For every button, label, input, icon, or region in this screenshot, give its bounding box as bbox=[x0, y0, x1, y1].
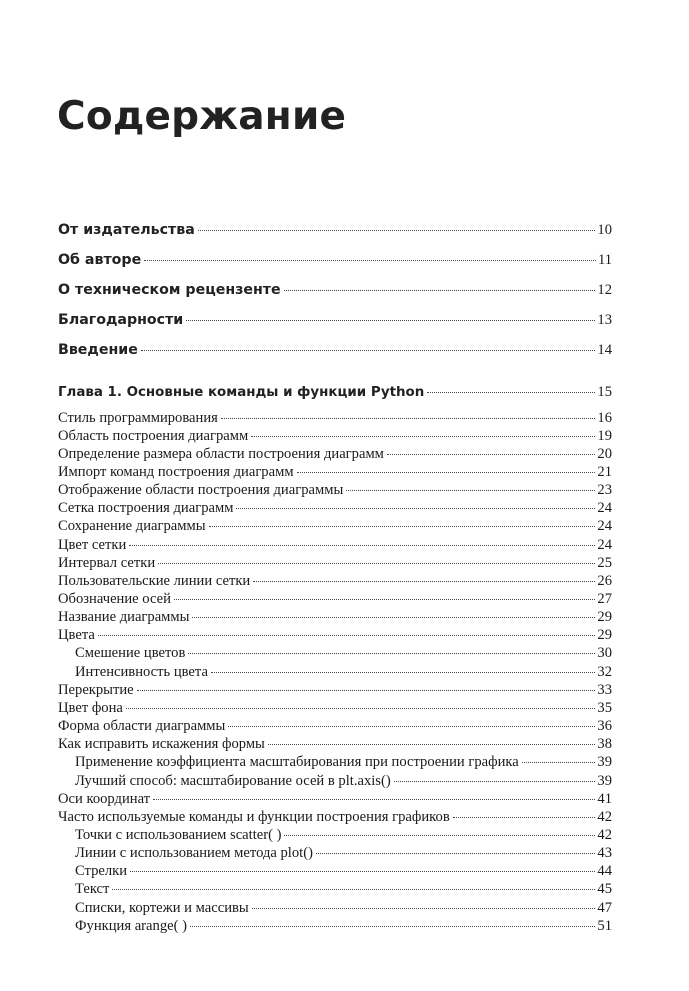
toc-page-number: 16 bbox=[597, 409, 612, 426]
dot-leader bbox=[129, 545, 595, 546]
toc-front-entry[interactable] bbox=[58, 282, 612, 299]
toc-section-entry[interactable] bbox=[58, 464, 612, 481]
toc-page-number: 39 bbox=[597, 772, 612, 789]
toc-entry-title: Благодарности bbox=[58, 312, 184, 328]
toc-entry-title: Линии с использованием метода plot() bbox=[75, 845, 313, 862]
dot-leader bbox=[284, 290, 596, 291]
toc-entry-title: Обозначение осей bbox=[58, 591, 171, 607]
toc-entry-title: Форма области диаграммы bbox=[58, 718, 226, 735]
page-title: Содержание bbox=[57, 94, 347, 139]
toc-front-entry[interactable] bbox=[58, 342, 612, 359]
toc-entry-title: Цвета bbox=[58, 627, 95, 644]
dot-leader bbox=[427, 392, 595, 393]
toc-section-entry[interactable] bbox=[58, 410, 612, 427]
dot-leader bbox=[112, 889, 595, 890]
toc-entry-title: От издательства bbox=[58, 222, 195, 238]
toc-page-number: 27 bbox=[597, 591, 612, 607]
dot-leader bbox=[190, 926, 595, 927]
toc-page-number: 30 bbox=[597, 645, 612, 662]
toc-subsection-entry[interactable] bbox=[58, 881, 612, 898]
toc-entry-title: Импорт команд построения диаграмм bbox=[58, 463, 294, 480]
toc-section-entry[interactable] bbox=[58, 809, 612, 826]
toc-entry-title: Функция arange( ) bbox=[75, 917, 187, 934]
toc-section-entry[interactable] bbox=[58, 682, 612, 699]
toc-entry-title: Лучший способ: масштабирование осей в plt.axis() bbox=[75, 772, 391, 789]
toc-entry-title: Интервал сетки bbox=[58, 554, 156, 571]
toc-entry-title: Об авторе bbox=[58, 252, 142, 268]
toc-page-number: 42 bbox=[597, 808, 612, 825]
toc-entry-title: Перекрытие bbox=[58, 681, 134, 698]
toc-section-entry[interactable] bbox=[58, 482, 612, 499]
toc-section-entry[interactable] bbox=[58, 700, 612, 717]
dot-leader bbox=[158, 563, 595, 564]
toc-page-number: 32 bbox=[597, 663, 612, 680]
toc-page-number: 44 bbox=[597, 863, 612, 880]
dot-leader bbox=[284, 835, 595, 836]
toc-page-number: 41 bbox=[597, 790, 612, 807]
toc-subsection-entry[interactable] bbox=[58, 827, 612, 844]
dot-leader bbox=[522, 762, 596, 763]
dot-leader bbox=[130, 871, 595, 872]
toc-entry-title: Сетка построения диаграмм bbox=[58, 500, 234, 517]
toc-page-number: 10 bbox=[597, 222, 612, 238]
dot-leader bbox=[394, 781, 596, 782]
dot-leader bbox=[141, 350, 596, 351]
toc-entry-title: Стиль программирования bbox=[58, 409, 218, 426]
dot-leader bbox=[209, 526, 596, 527]
toc-entry-title: Область построения диаграмм bbox=[58, 427, 249, 444]
toc-entry-title: Текст bbox=[75, 881, 110, 898]
toc-entry-title: Часто используемые команды и функции построения графиков bbox=[58, 808, 450, 825]
toc-entry-title: Название диаграммы bbox=[58, 609, 190, 626]
toc-front-entry[interactable] bbox=[58, 312, 612, 329]
toc-entry-title: Цвет фона bbox=[58, 699, 123, 716]
dot-leader bbox=[268, 744, 596, 745]
toc-subsection-entry[interactable] bbox=[58, 863, 612, 880]
dot-leader bbox=[236, 508, 595, 509]
toc-page-number: 29 bbox=[597, 609, 612, 626]
dot-leader bbox=[192, 617, 595, 618]
toc-page-number: 33 bbox=[597, 681, 612, 698]
toc-section-entry[interactable] bbox=[58, 518, 612, 535]
toc-page-number: 45 bbox=[597, 881, 612, 898]
toc-section-entry[interactable] bbox=[58, 537, 612, 554]
toc-entry-title: Как исправить искажения формы bbox=[58, 736, 265, 753]
toc-section-entry[interactable] bbox=[58, 627, 612, 644]
toc-page-number: 51 bbox=[597, 917, 612, 934]
toc-page-number: 24 bbox=[597, 500, 612, 517]
toc-section-entry[interactable] bbox=[58, 791, 612, 808]
toc-section-entry[interactable] bbox=[58, 500, 612, 517]
toc-page-number: 29 bbox=[597, 627, 612, 644]
dot-leader bbox=[98, 635, 596, 636]
dot-leader bbox=[221, 418, 596, 419]
toc-subsection-entry[interactable] bbox=[58, 918, 612, 935]
dot-leader bbox=[198, 230, 596, 231]
toc-subsection-entry[interactable] bbox=[58, 754, 612, 771]
toc-page-number: 11 bbox=[597, 252, 612, 268]
toc-page-number: 42 bbox=[597, 826, 612, 843]
toc-page-number: 24 bbox=[597, 518, 612, 535]
dot-leader bbox=[188, 653, 595, 654]
toc-front-entry[interactable] bbox=[58, 222, 612, 239]
dot-leader bbox=[186, 320, 595, 321]
toc-subsection-entry[interactable] bbox=[58, 845, 612, 862]
toc-page-number: 24 bbox=[597, 536, 612, 553]
dot-leader bbox=[346, 490, 595, 491]
toc-entry-title: Цвет сетки bbox=[58, 536, 127, 553]
dot-leader bbox=[297, 472, 596, 473]
toc-section-entry[interactable] bbox=[58, 718, 612, 735]
toc-entry-title: Применение коэффициента масштабирования при построении графика bbox=[75, 754, 519, 771]
toc-section-entry[interactable] bbox=[58, 428, 612, 445]
toc-entry-title: Стрелки bbox=[75, 863, 128, 880]
toc-front-entry[interactable] bbox=[58, 252, 612, 269]
toc-page-number: 12 bbox=[597, 282, 612, 298]
dot-leader bbox=[251, 436, 595, 437]
dot-leader bbox=[126, 708, 596, 709]
toc-entry-title: Списки, кортежи и массивы bbox=[75, 899, 249, 916]
toc-entry-title: Смешение цветов bbox=[75, 645, 186, 662]
dot-leader bbox=[453, 817, 596, 818]
toc-page-number: 13 bbox=[597, 312, 612, 328]
toc-entry-title: Определение размера области построения диаграмм bbox=[58, 445, 384, 462]
toc-page-number: 43 bbox=[597, 845, 612, 862]
toc-page-number: 38 bbox=[597, 736, 612, 753]
toc-chapter-entry[interactable] bbox=[58, 384, 612, 401]
dot-leader bbox=[144, 260, 596, 261]
toc-page-number: 15 bbox=[597, 384, 612, 400]
toc-entry-title: Интенсивность цвета bbox=[75, 663, 208, 680]
toc-page-number: 21 bbox=[597, 463, 612, 480]
toc-section-entry[interactable] bbox=[58, 555, 612, 572]
toc-page-number: 47 bbox=[597, 899, 612, 916]
toc-entry-title: Отображение области построения диаграммы bbox=[58, 482, 344, 499]
toc-page-number: 39 bbox=[597, 754, 612, 771]
toc-page-number: 36 bbox=[597, 718, 612, 735]
dot-leader bbox=[316, 853, 595, 854]
toc-page-number: 35 bbox=[597, 699, 612, 716]
toc-entry-title: Глава 1. Основные команды и функции Python bbox=[58, 385, 425, 400]
toc-page-number: 19 bbox=[597, 427, 612, 444]
dot-leader bbox=[153, 799, 595, 800]
toc-entry-title: О техническом рецензенте bbox=[58, 282, 281, 298]
toc-section-entry[interactable] bbox=[58, 573, 612, 590]
toc-page-number: 26 bbox=[597, 572, 612, 589]
toc-section-entry[interactable] bbox=[58, 609, 612, 626]
toc-entry-title: Точки с использованием scatter( ) bbox=[75, 826, 282, 843]
toc-subsection-entry[interactable] bbox=[58, 645, 612, 662]
toc-page-number: 14 bbox=[597, 342, 612, 358]
toc-subsection-entry[interactable] bbox=[58, 773, 612, 790]
dot-leader bbox=[387, 454, 595, 455]
dot-leader bbox=[228, 726, 595, 727]
toc-entry-title: Пользовательские линии сетки bbox=[58, 572, 251, 589]
toc-page-number: 20 bbox=[597, 445, 612, 462]
dot-leader bbox=[252, 908, 596, 909]
toc-entry-title: Введение bbox=[58, 342, 138, 358]
toc-entry-title: Сохранение диаграммы bbox=[58, 518, 206, 535]
toc-entry-title: Оси координат bbox=[58, 790, 151, 807]
toc-section-entry[interactable] bbox=[58, 736, 612, 753]
toc-subsection-entry[interactable] bbox=[58, 900, 612, 917]
dot-leader bbox=[174, 599, 596, 600]
toc-section-entry[interactable] bbox=[58, 591, 612, 608]
toc-subsection-entry[interactable] bbox=[58, 664, 612, 681]
toc-page-number: 23 bbox=[597, 482, 612, 499]
toc-section-entry[interactable] bbox=[58, 446, 612, 463]
toc-page-number: 25 bbox=[597, 554, 612, 571]
dot-leader bbox=[137, 690, 596, 691]
dot-leader bbox=[211, 672, 595, 673]
dot-leader bbox=[253, 581, 595, 582]
